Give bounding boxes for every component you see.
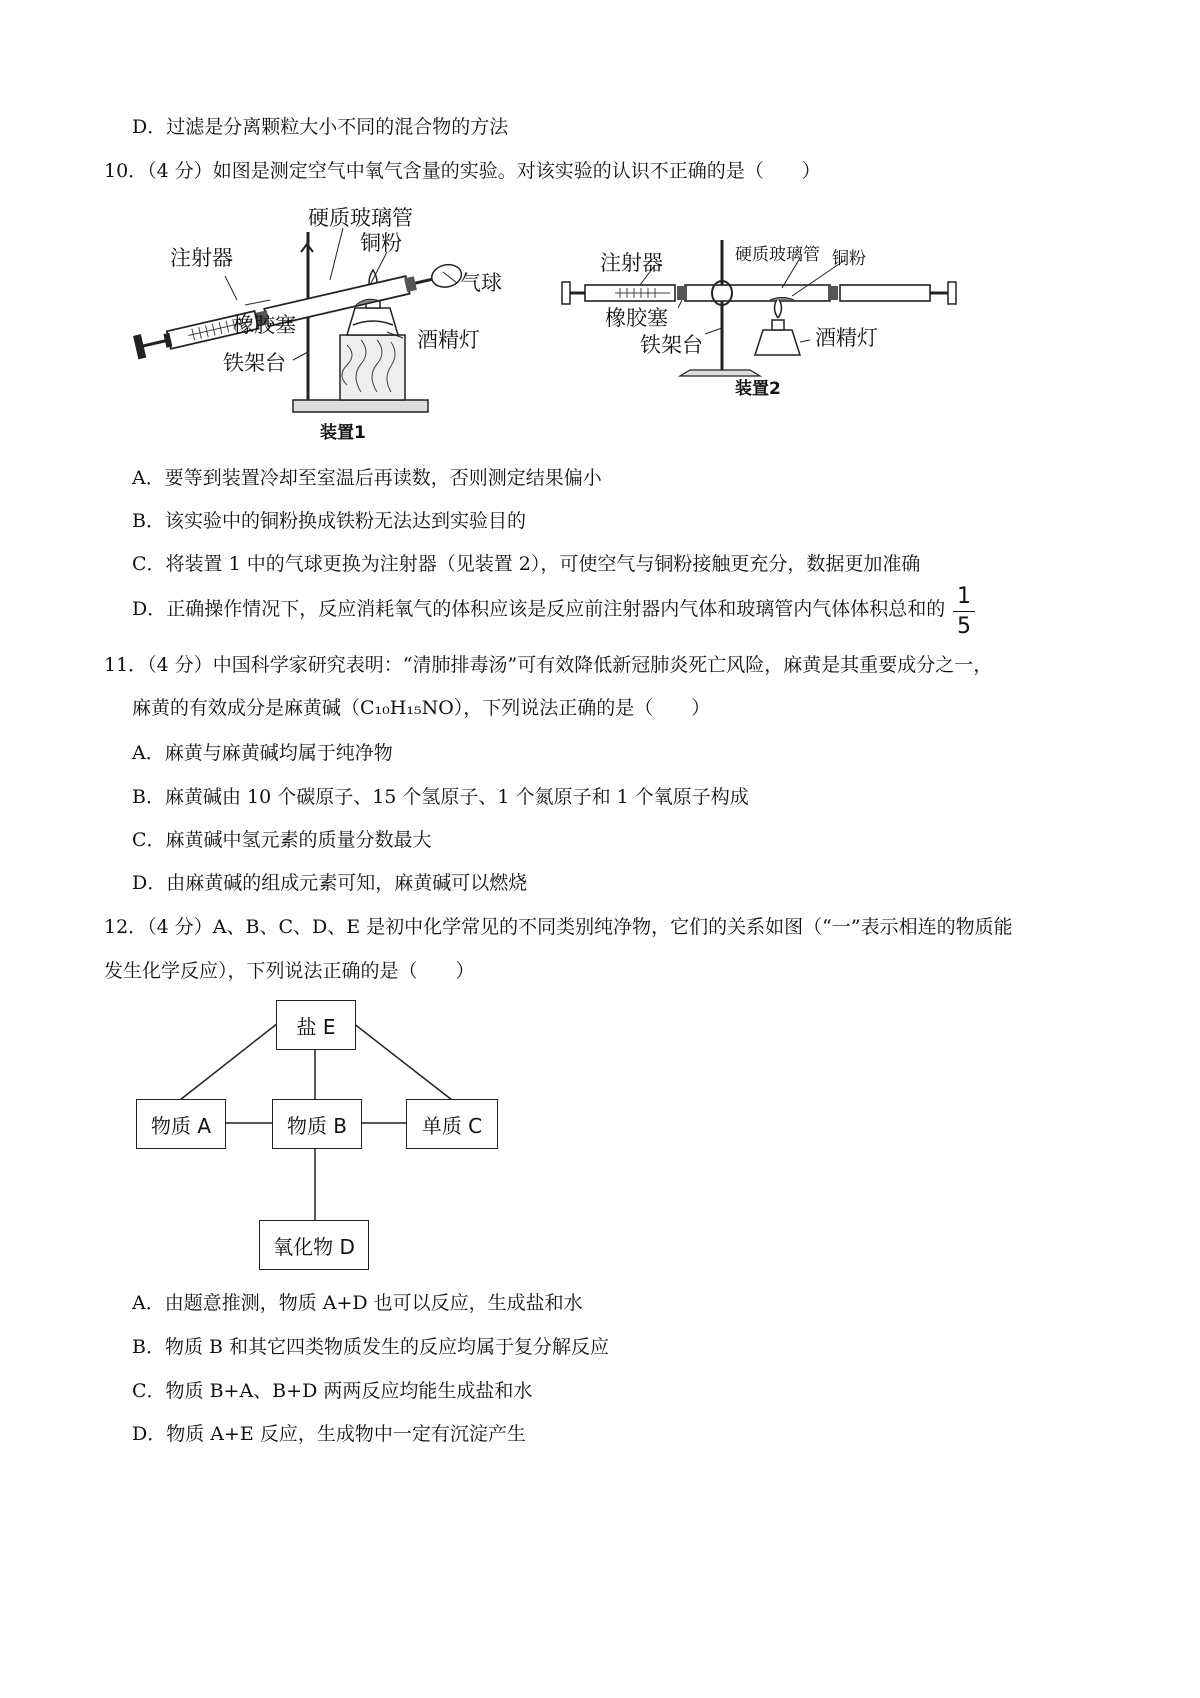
q9-option-d: D．过滤是分离颗粒大小不同的混合物的方法 xyxy=(132,116,509,138)
fig2-caption: 装置2 xyxy=(735,379,781,399)
fig1-hard-glass-tube-label: 硬质玻璃管 xyxy=(308,206,413,230)
fig2-syringe-label: 注射器 xyxy=(600,251,663,275)
fig1-syringe-label: 注射器 xyxy=(170,246,233,270)
q12-stem-line1: 12．（4 分）A、B、C、D、E 是初中化学常见的不同类别纯净物，它们的关系如图（“一”表示相连的物质能 xyxy=(104,916,1013,938)
fig1-iron-stand-label: 铁架台 xyxy=(223,351,286,375)
q11-option-c: C．麻黄碱中氢元素的质量分数最大 xyxy=(132,829,432,851)
q11-option-a: A．麻黄与麻黄碱均属于纯净物 xyxy=(132,742,393,764)
node-substance-a: 物质 A xyxy=(136,1099,226,1149)
fig2-rubber-stopper-label: 橡胶塞 xyxy=(605,306,668,330)
q12-option-c: C．物质 B+A、B+D 两两反应均能生成盐和水 xyxy=(132,1380,533,1402)
q11-stem-line1: 11．（4 分）中国科学家研究表明：“清肺排毒汤”可有效降低新冠肺炎死亡风险，麻黄是其重要成分之一， xyxy=(104,654,993,676)
q10-stem: 10．（4 分）如图是测定空气中氧气含量的实验。对该实验的认识不正确的是（ ） xyxy=(104,160,821,182)
fig2-iron-stand-label: 铁架台 xyxy=(640,333,703,357)
node-element-c: 单质 C xyxy=(406,1099,498,1149)
node-oxide-d: 氧化物 D xyxy=(259,1220,369,1270)
node-salt-e: 盐 E xyxy=(276,1000,356,1050)
q10-option-c: C．将装置 1 中的气球更换为注射器（见装置 2），可使空气与铜粉接触更充分，数据更加准确 xyxy=(132,553,921,575)
fig1-caption: 装置1 xyxy=(320,423,366,443)
q10-option-a: A．要等到装置冷却至室温后再读数，否则测定结果偏小 xyxy=(132,467,602,489)
node-substance-b: 物质 B xyxy=(272,1099,362,1149)
fig1-copper-powder-label: 铜粉 xyxy=(360,231,402,255)
q12-stem-line2: 发生化学反应），下列说法正确的是（ ） xyxy=(104,960,475,982)
fig2-alcohol-lamp-label: 酒精灯 xyxy=(815,326,878,350)
q12-option-d: D．物质 A+E 反应，生成物中一定有沉淀产生 xyxy=(132,1423,526,1445)
q10-option-b: B．该实验中的铜粉换成铁粉无法达到实验目的 xyxy=(132,510,526,532)
fig1-alcohol-lamp-label: 酒精灯 xyxy=(417,328,480,352)
q11-option-d: D．由麻黄碱的组成元素可知，麻黄碱可以燃烧 xyxy=(132,872,528,894)
q11-option-b: B．麻黄碱由 10 个碳原子、15 个氢原子、1 个氮原子和 1 个氧原子构成 xyxy=(132,786,749,808)
q12-option-a: A．由题意推测，物质 A+D 也可以反应，生成盐和水 xyxy=(132,1292,583,1314)
fraction-denominator: 5 xyxy=(957,614,971,639)
q10-option-d: D．正确操作情况下，反应消耗氧气的体积应该是反应前注射器内气体和玻璃管内气体体积总和的 xyxy=(132,598,946,620)
fig1-rubber-stopper-label: 橡胶塞 xyxy=(233,313,296,337)
q11-stem-line2: 麻黄的有效成分是麻黄碱（C₁₀H₁₅NO），下列说法正确的是（ ） xyxy=(132,697,711,719)
q12-option-b: B．物质 B 和其它四类物质发生的反应均属于复分解反应 xyxy=(132,1336,610,1358)
fig1-balloon-label: 气球 xyxy=(460,271,502,295)
fig2-hard-glass-tube-label: 硬质玻璃管 xyxy=(735,245,820,265)
fraction-numerator: 1 xyxy=(957,584,971,609)
fig2-copper-powder-label: 铜粉 xyxy=(832,249,866,269)
